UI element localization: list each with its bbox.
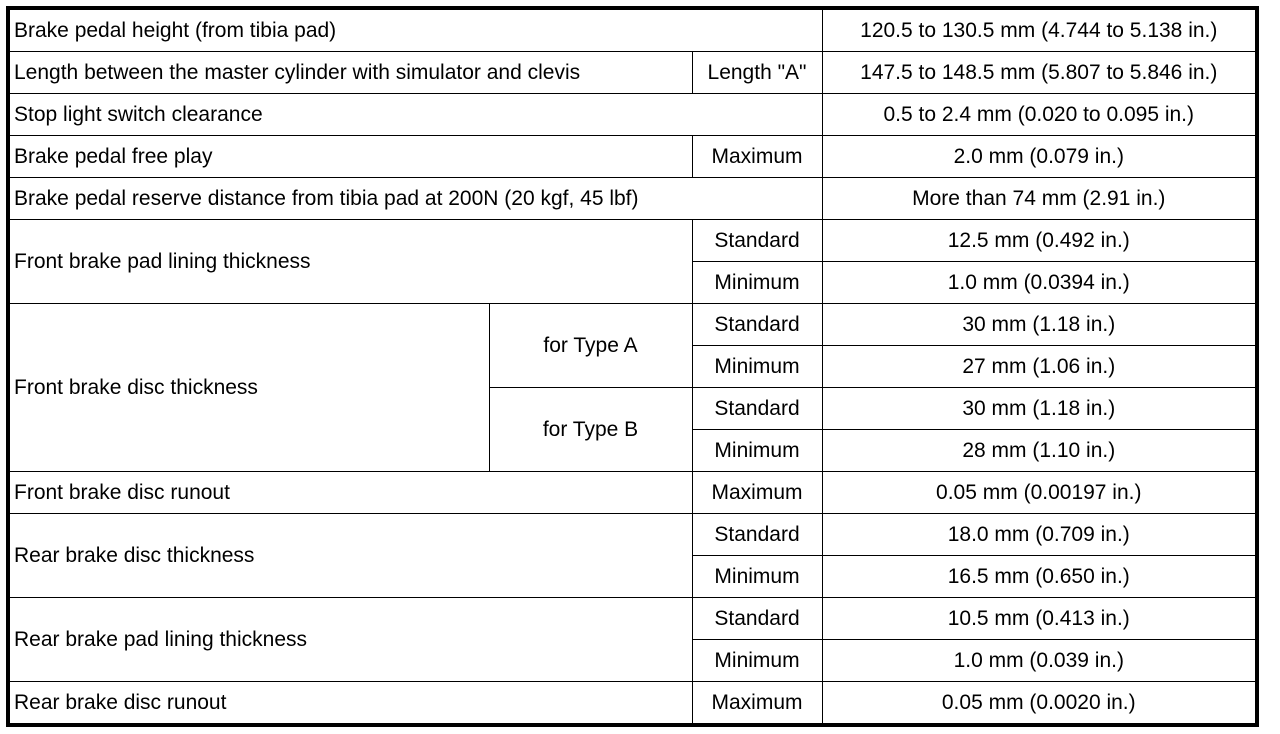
table-row xyxy=(8,220,1257,262)
item-cell: Rear brake pad lining thickness xyxy=(8,598,692,682)
value-cell: 30 mm (1.18 in.) xyxy=(822,304,1257,346)
item-cell: Brake pedal height (from tibia pad) xyxy=(8,8,822,52)
condition-cell: Standard xyxy=(692,598,822,640)
table-row xyxy=(8,598,1257,640)
condition-cell: Maximum xyxy=(692,472,822,514)
table-row xyxy=(8,472,1257,514)
value-cell: 28 mm (1.10 in.) xyxy=(822,430,1257,472)
item-cell: Front brake pad lining thickness xyxy=(8,220,692,304)
table-row xyxy=(8,514,1257,556)
item-cell: Brake pedal reserve distance from tibia pad at 200N (20 kgf, 45 lbf) xyxy=(8,178,822,220)
value-cell: 16.5 mm (0.650 in.) xyxy=(822,556,1257,598)
condition-cell: Minimum xyxy=(692,346,822,388)
value-cell: 0.05 mm (0.00197 in.) xyxy=(822,472,1257,514)
condition-cell: Maximum xyxy=(692,136,822,178)
value-cell: 147.5 to 148.5 mm (5.807 to 5.846 in.) xyxy=(822,52,1257,94)
condition-cell: Standard xyxy=(692,388,822,430)
condition-cell: Standard xyxy=(692,304,822,346)
value-cell: 0.5 to 2.4 mm (0.020 to 0.095 in.) xyxy=(822,94,1257,136)
condition-cell: Length "A" xyxy=(692,52,822,94)
condition-cell: Minimum xyxy=(692,556,822,598)
value-cell: 1.0 mm (0.039 in.) xyxy=(822,640,1257,682)
spec-table-container xyxy=(6,6,1259,727)
value-cell: 0.05 mm (0.0020 in.) xyxy=(822,682,1257,726)
condition-cell: Standard xyxy=(692,514,822,556)
condition-cell: Minimum xyxy=(692,430,822,472)
condition-cell: Standard xyxy=(692,220,822,262)
item-cell: Rear brake disc runout xyxy=(8,682,692,726)
table-row xyxy=(8,178,1257,220)
table-row xyxy=(8,682,1257,726)
value-cell: 12.5 mm (0.492 in.) xyxy=(822,220,1257,262)
condition-cell: Minimum xyxy=(692,640,822,682)
type-cell: for Type B xyxy=(489,388,692,472)
item-cell: Rear brake disc thickness xyxy=(8,514,692,598)
condition-cell: Maximum xyxy=(692,682,822,726)
item-cell: Front brake disc runout xyxy=(8,472,692,514)
value-cell: 1.0 mm (0.0394 in.) xyxy=(822,262,1257,304)
table-row xyxy=(8,8,1257,52)
value-cell: 2.0 mm (0.079 in.) xyxy=(822,136,1257,178)
brake-specification-table xyxy=(6,6,1259,727)
table-row xyxy=(8,52,1257,94)
table-row xyxy=(8,94,1257,136)
item-cell: Brake pedal free play xyxy=(8,136,692,178)
value-cell: 18.0 mm (0.709 in.) xyxy=(822,514,1257,556)
value-cell: 120.5 to 130.5 mm (4.744 to 5.138 in.) xyxy=(822,8,1257,52)
table-row xyxy=(8,304,1257,346)
condition-cell: Minimum xyxy=(692,262,822,304)
type-cell: for Type A xyxy=(489,304,692,388)
value-cell: 27 mm (1.06 in.) xyxy=(822,346,1257,388)
value-cell: 10.5 mm (0.413 in.) xyxy=(822,598,1257,640)
item-cell: Length between the master cylinder with simulator and clevis xyxy=(8,52,692,94)
value-cell: 30 mm (1.18 in.) xyxy=(822,388,1257,430)
value-cell: More than 74 mm (2.91 in.) xyxy=(822,178,1257,220)
item-cell: Front brake disc thickness xyxy=(8,304,489,472)
table-row xyxy=(8,136,1257,178)
item-cell: Stop light switch clearance xyxy=(8,94,822,136)
